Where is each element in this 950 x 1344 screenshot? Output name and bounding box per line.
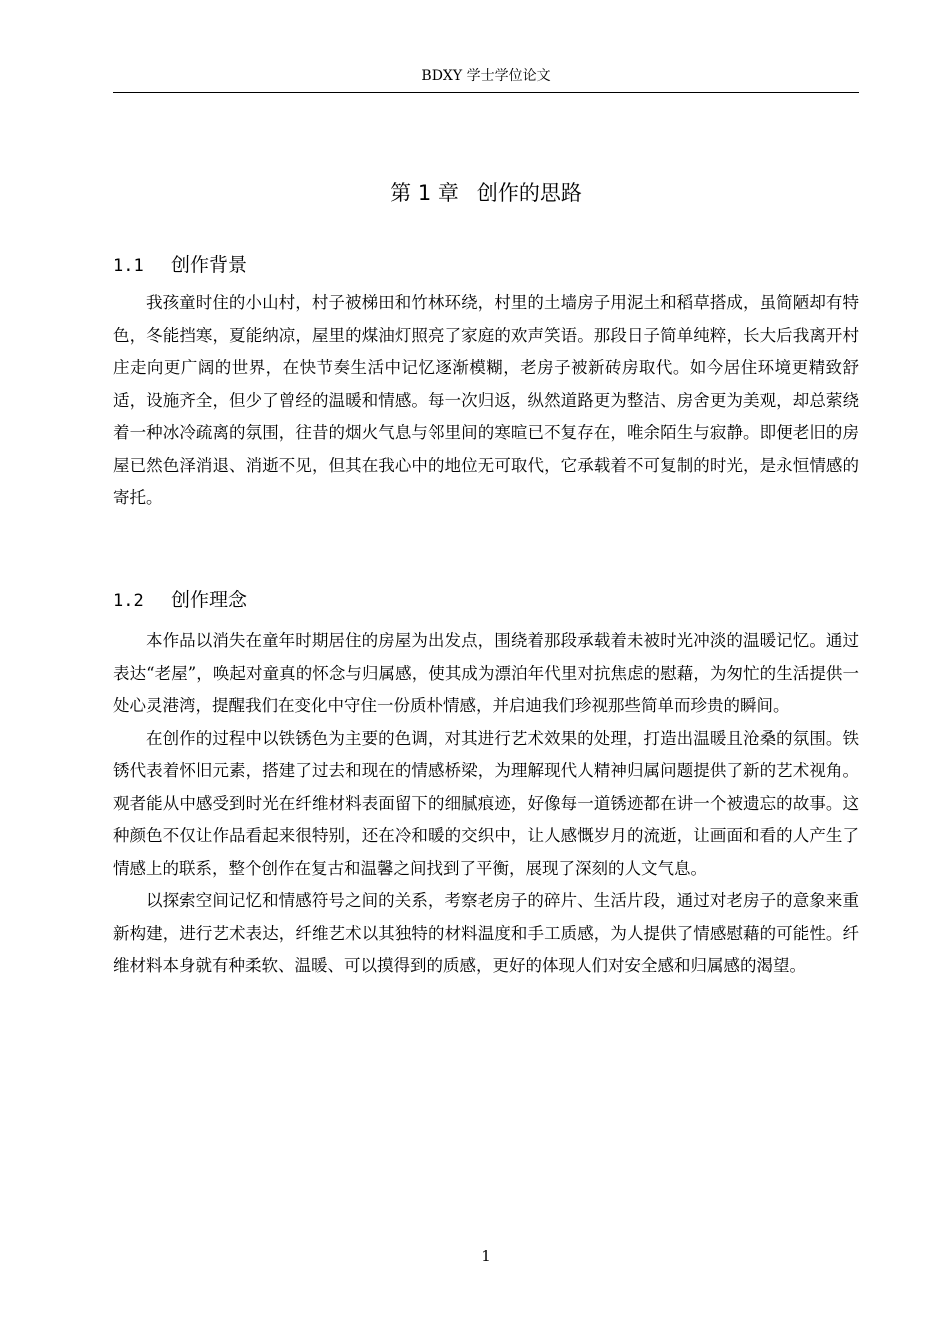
chapter-number: 第 1 章 [390,181,459,205]
chapter-title [113,178,859,208]
section-number: 1.1 [113,256,144,276]
running-header: BDXY 学士学位论文 [421,68,551,84]
section-title: 创作背景 [171,254,248,276]
paragraph: 以探索空间记忆和情感符号之间的关系，考察老房子的碎片、生活片段，通过对老房子的意象来重新构建，进行艺术表达，纤维艺术以其独特的材料温度和手工质感，为人提供了情感慰藉的可能性。纤维材料本身就有种柔软、温暖、可以摸得到的质感，更好的体现人们对安全感和归属感的渴望。 [113,891,859,975]
paragraph: 在创作的过程中以铁锈色为主要的色调，对其进行艺术效果的处理，打造出温暖且沧桑的氛围。铁锈代表着怀旧元素，搭建了过去和现在的情感桥梁，为理解现代人精神归属问题提供了新的艺术视角。观者能从中感受到时光在纤维材料表面留下的细腻痕迹，好像每一道锈迹都在讲一个被遗忘的故事。这种颜色不仅让作品看起来很特别，还在冷和暖的交织中，让人感慨岁月的流逝，让画面和看的人产生了情感上的联系，整个创作在复古和温馨之间找到了平衡，展现了深刻的人文气息。 [113,728,859,878]
section-1-1-body [113,287,859,515]
chapter-title-text: 创作的思路 [476,181,582,205]
section-title: 创作理念 [171,589,248,611]
section-number: 1.2 [113,591,144,611]
page-number: 1 [481,1247,491,1265]
section-heading-1-2 [113,586,859,615]
header-rule [113,92,859,93]
section-1-2-body [113,625,859,983]
paragraph: 本作品以消失在童年时期居住的房屋为出发点，围绕着那段承载着未被时光冲淡的温暖记忆。通过表达“老屋”，唤起对童真的怀念与归属感，使其成为漂泊年代里对抗焦虑的慰藉，为匆忙的生活提供一处心灵港湾，提醒我们在变化中守住一份质朴情感，并启迪我们珍视那些简单而珍贵的瞬间。 [113,631,859,715]
paragraph: 我孩童时住的小山村，村子被梯田和竹林环绕，村里的土墙房子用泥土和稻草搭成，虽简陋却有特色，冬能挡寒，夏能纳凉，屋里的煤油灯照亮了家庭的欢声笑语。那段日子简单纯粹，长大后我离开村庄走向更广阔的世界，在快节奏生活中记忆逐渐模糊，老房子被新砖房取代。如今居住环境更精致舒适，设施齐全，但少了曾经的温暖和情感。每一次归返，纵然道路更为整洁、房舍更为美观，却总萦绕着一种冰冷疏离的氛围，往昔的烟火气息与邻里间的寒暄已不复存在，唯余陌生与寂静。即便老旧的房屋已然色泽消退、消逝不见，但其在我心中的地位无可取代，它承载着不可复制的时光，是永恒情感的寄托。 [113,293,859,507]
section-heading-1-1 [113,251,859,280]
